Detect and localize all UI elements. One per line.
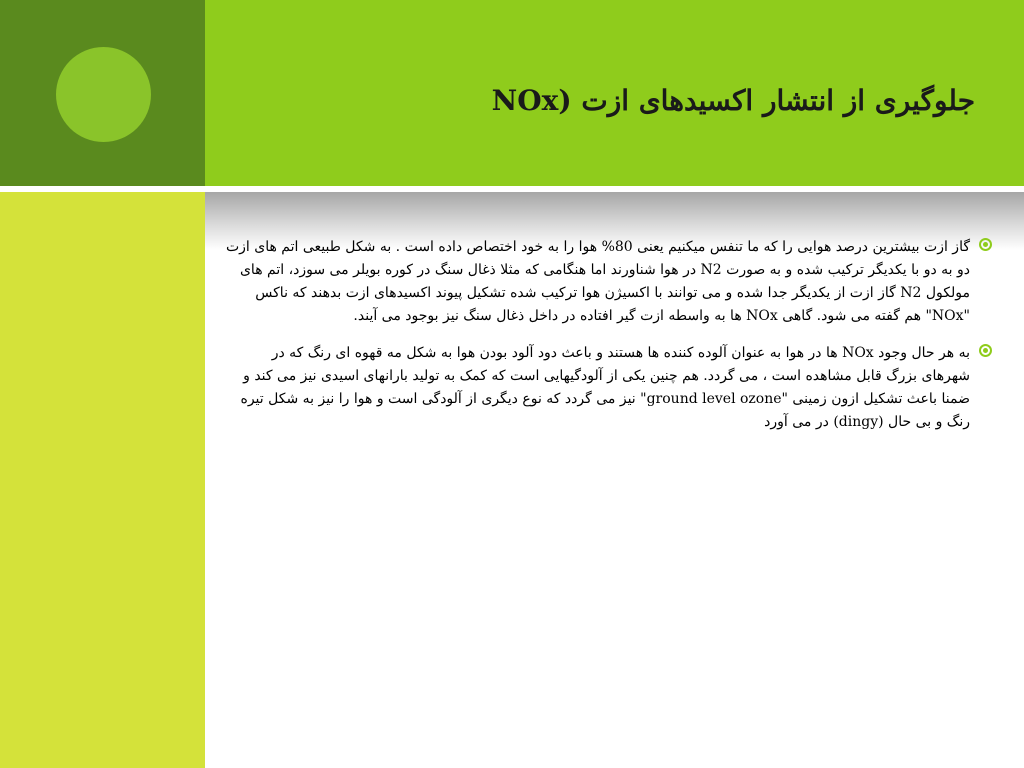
bullet-paragraph-2 xyxy=(222,342,992,434)
bullet-paragraph-1 xyxy=(222,236,992,328)
slide-content xyxy=(222,236,992,434)
bullet-icon xyxy=(979,238,992,251)
slide-title: جلوگیری از انتشار اکسیدهای ازت (NOx xyxy=(491,84,975,117)
left-bottom-panel xyxy=(0,186,205,768)
paragraph-text: به هر حال وجود NOx ها در هوا به عنوان آلوده کننده ها هستند و باعث دود آلود بودن هوا به شکل مه قهوه ای رنگ که در شهرهای بزرگ قابل مشاهده است ، می گردد. هم چنین یکی از آلودگیهایی است که کمک به تولید بارانهای اسیدی نیز می کند و ضمنا باعث تشکیل ازون زمینی "ground level ozone" نیز می گردد که نوع دیگری از آلودگی است و هوا را نیز به شکل تیره رنگ و بی حال (dingy) در می آورد xyxy=(240,345,970,430)
decorative-circle xyxy=(56,47,151,142)
paragraph-text: گاز ازت بیشترین درصد هوایی را که ما تنفس میکنیم یعنی 80% هوا را به خود اختصاص داده است . به شکل طبیعی اتم های ازت دو به دو با یکدیگر ترکیب شده و به صورت N2 در هوا شناورند اما هنگامی که مثلا ذغال سنگ در کوره بویلر می سوزد، اتم های مولکول N2 گاز ازت از یکدیگر جدا شده و می توانند با اکسیژن هوا ترکیب شده تشکیل پیوند اکسیدهای ازت بدهند که ناکس "NOx" هم گفته می شود. گاهی NOx ها به واسطه ازت گیر افتاده در داخل ذغال سنگ نیز بوجود می آیند. xyxy=(225,239,970,324)
bullet-icon xyxy=(979,344,992,357)
